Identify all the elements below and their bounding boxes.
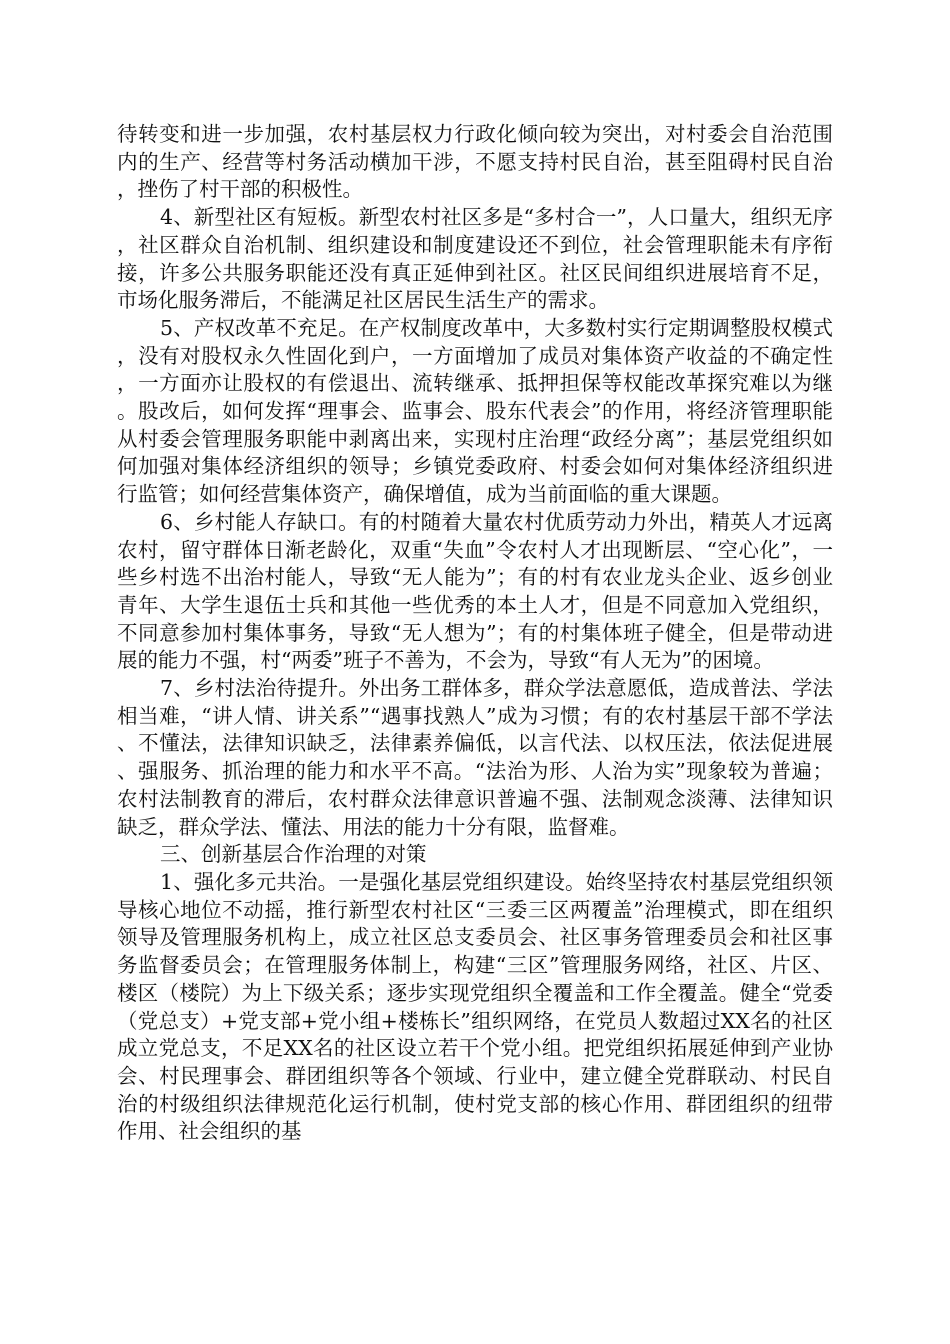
paragraph-multi-party-governance: 1、强化多元共治。一是强化基层党组织建设。始终坚持农村基层党组织领导核心地位不动摇，推行新型农村社区“三委三区两覆盖”治理模式，即在组织领导及管理服务机构上，成立社区总支委员会、社区事务管理委员会和社区事务监督委员会；在管理服务体制上，构建“三区”管理服务网络，社区、片区、楼区（楼院）为上下级关系；逐步实现党组织全覆盖和工作全覆盖。健全“党委（党总支）+党支部+党小组+楼栋长”组织网络，在党员人数超过XX名的社区成立党总支，不足XX名的社区设立若干个党小组。把党组织拓展延伸到产业协会、村民理事会、群团组织等各个领域、行业中，建立健全党群联动、村民自治的村级组织法律规范化运行机制，使村党支部的核心作用、群团组织的纽带作用、社会组织的基 [117, 869, 833, 1144]
section-heading-countermeasures: 三、创新基层合作治理的对策 [160, 842, 427, 867]
paragraph-village-committee-autonomy: 待转变和进一步加强，农村基层权力行政化倾向较为突出，对村委会自治范围内的生产、经营等村务活动横加干涉，不愿支持村民自治，甚至阻碍村民自治，挫伤了村干部的积极性。 [117, 122, 833, 202]
paragraph-rural-talent-gap: 6、乡村能人存缺口。有的村随着大量农村优质劳动力外出，精英人才远离农村，留守群体日渐老龄化，双重“失血”令农村人才出现断层、“空心化”，一些乡村选不出治村能人，导致“无人能为”；有的村有农业龙头企业、返乡创业青年、大学生退伍士兵和其他一些优秀的本土人才，但是不同意加入党组织，不同意参加村集体事务，导致“无人想为”；有的村集体班子健全，但是带动进展的能力不强，村“两委”班子不善为，不会为，导致“有人无为”的困境。 [117, 509, 833, 673]
paragraph-property-rights-reform: 5、产权改革不充足。在产权制度改革中，大多数村实行定期调整股权模式，没有对股权永久性固化到户，一方面增加了成员对集体资产收益的不确定性，一方面亦让股权的有偿退出、流转继承、抵押担保等权能改革探究难以为继。股改后，如何发挥“理事会、监事会、股东代表会”的作用，将经济管理职能从村委会管理服务职能中剥离出来，实现村庄治理“政经分离”；基层党组织如何加强对集体经济组织的领导；乡镇党委政府、村委会如何对集体经济组织进行监管；如何经营集体资产，确保增值，成为当前面临的重大课题。 [117, 315, 833, 507]
paragraph-new-community-shortcomings: 4、新型社区有短板。新型农村社区多是“多村合一”，人口量大，组织无序，社区群众自治机制、组织建设和制度建设还不到位，社会管理职能未有序衔接，许多公共服务职能还没有真正延伸到社区。社区民间组织进展培育不足，市场化服务滞后，不能满足社区居民生活生产的需求。 [117, 205, 833, 313]
document-body [117, 121, 833, 1146]
paragraph-rural-rule-of-law: 7、乡村法治待提升。外出务工群体多，群众学法意愿低，造成普法、学法相当难，“讲人情、讲关系”“遇事找熟人”成为习惯；有的农村基层干部不学法、不懂法，法律知识缺乏，法律素养偏低，以言代法、以权压法，依法促进展、强服务、抓治理的能力和水平不高。“法治为形、人治为实”现象较为普遍；农村法制教育的滞后，农村群众法律意识普遍不强、法制观念淡薄、法律知识缺乏，群众学法、懂法、用法的能力十分有限，监督难。 [117, 676, 833, 839]
